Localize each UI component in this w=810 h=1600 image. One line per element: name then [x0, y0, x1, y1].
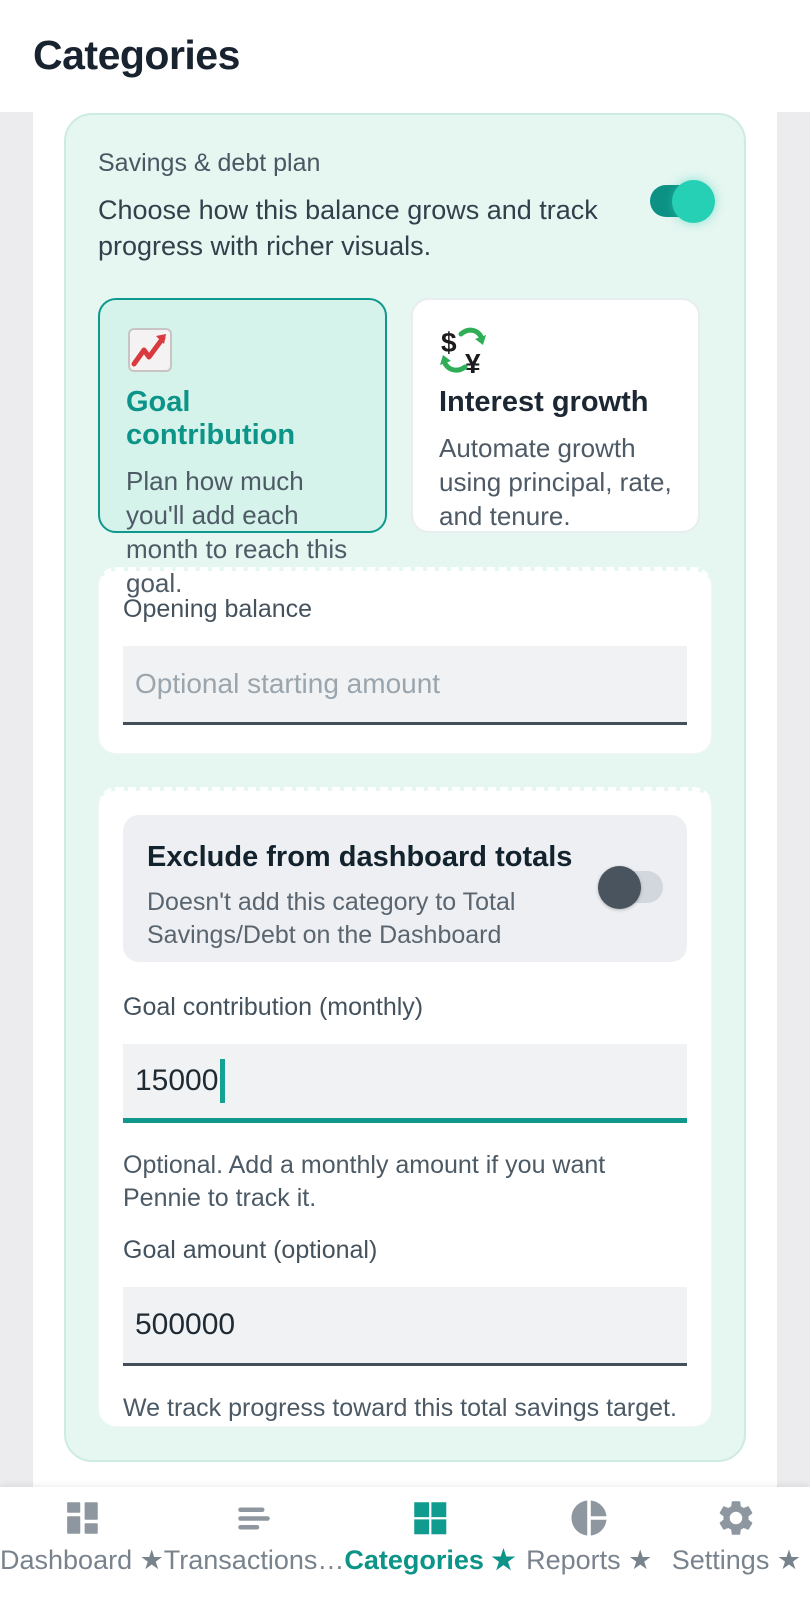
svg-text:$: $ [441, 327, 457, 359]
settings-icon [715, 1497, 757, 1539]
goal-settings-card [98, 787, 712, 1427]
goal-amount-label: Goal amount (optional) [123, 1236, 378, 1265]
exclude-toggle[interactable] [601, 871, 663, 903]
categories-icon [409, 1497, 451, 1539]
toggle-thumb [672, 180, 715, 223]
plan-subtitle: Choose how this balance grows and track progress with richer visuals. [98, 195, 598, 261]
text-cursor [220, 1059, 225, 1103]
savings-debt-plan-card [64, 113, 746, 1462]
opening-balance-label: Opening balance [123, 595, 313, 624]
chart-increasing-icon [126, 326, 359, 374]
nav-label: Reports ★ [526, 1545, 653, 1575]
nav-dashboard[interactable] [0, 1497, 164, 1600]
page-title: Categories [33, 32, 240, 78]
exclude-description: Doesn't add this category to Total Savings/Debt on the Dashboard [147, 888, 516, 949]
opening-balance-card [98, 567, 712, 754]
option-interest-growth[interactable] [411, 298, 700, 533]
plan-header [98, 149, 712, 264]
content-panel [33, 112, 777, 1487]
nav-reports[interactable] [516, 1497, 663, 1600]
growth-mode-options [98, 298, 712, 598]
plan-title: Savings & debt plan [98, 149, 321, 177]
monthly-helper-text: Optional. Add a monthly amount if you want Pennie to track it. [123, 1151, 606, 1213]
input-value: 500000 [135, 1308, 236, 1342]
nav-label: Dashboard ★ [0, 1545, 164, 1575]
option-goal-contribution[interactable] [98, 298, 387, 598]
dashboard-icon [61, 1497, 103, 1539]
nav-label: Settings ★ [671, 1545, 802, 1575]
nav-label: Categories ★ [344, 1545, 516, 1575]
nav-categories[interactable] [344, 1497, 515, 1600]
goal-helper-text: We track progress toward this total savings target. [123, 1394, 677, 1423]
goal-amount-input[interactable] [123, 1287, 687, 1366]
savings-plan-toggle[interactable] [650, 185, 712, 217]
exclude-title: Exclude from dashboard totals [147, 841, 573, 874]
toggle-thumb [598, 866, 641, 909]
input-value: 15000 [135, 1064, 219, 1098]
bottom-nav [0, 1487, 810, 1600]
option-title: Interest growth [439, 386, 649, 419]
option-description: Plan how much you'll add each month to reach this goal. [126, 466, 348, 598]
transactions-icon [233, 1497, 275, 1539]
svg-text:¥: ¥ [465, 348, 481, 375]
nav-label: Transactions… [163, 1545, 345, 1575]
option-title: Goal contribution [126, 386, 296, 452]
app-header [0, 0, 810, 112]
option-description: Automate growth using principal, rate, and tenure. [439, 433, 672, 531]
currency-exchange-icon [439, 326, 672, 374]
reports-icon [568, 1497, 610, 1539]
exclude-from-totals-box [123, 815, 687, 962]
input-placeholder: Optional starting amount [135, 668, 441, 700]
monthly-contribution-input[interactable] [123, 1044, 687, 1123]
opening-balance-input[interactable] [123, 646, 687, 725]
nav-transactions[interactable] [164, 1497, 345, 1600]
monthly-contribution-label: Goal contribution (monthly) [123, 993, 424, 1022]
nav-settings[interactable] [663, 1497, 810, 1600]
